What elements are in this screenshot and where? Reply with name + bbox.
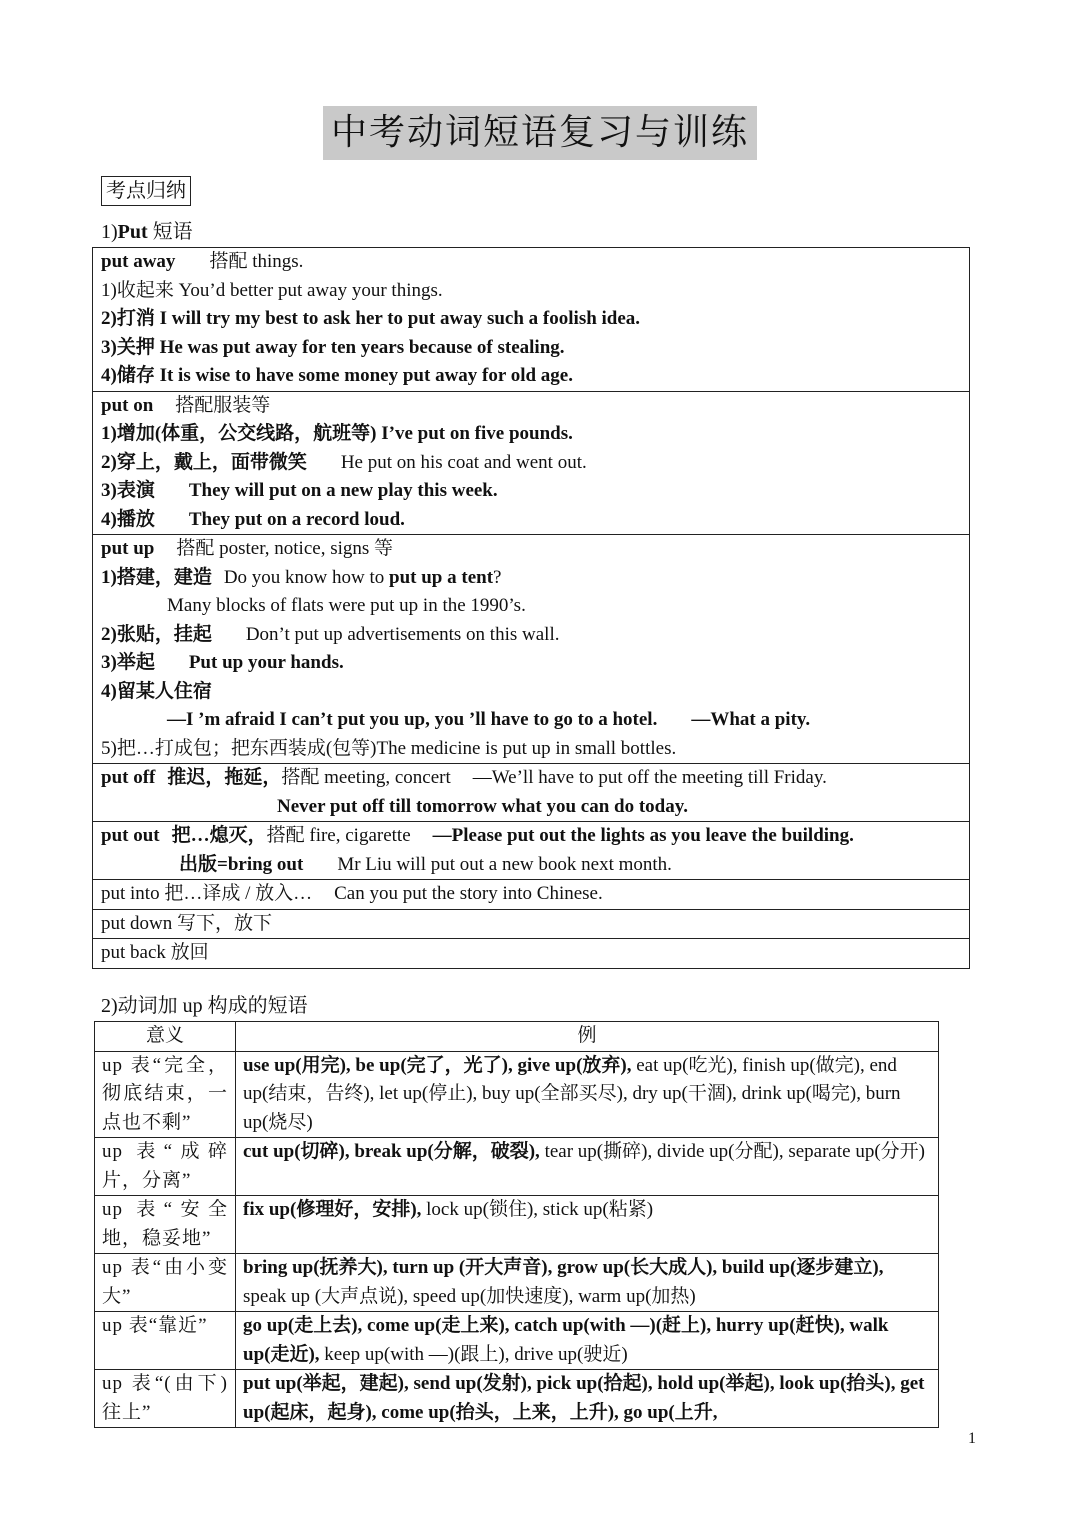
put-away-header bbox=[101, 248, 961, 277]
usage-label: 2)张贴，挂起 bbox=[101, 623, 212, 645]
usage-example: —We’ll have to put off the meeting till Friday. bbox=[472, 767, 827, 788]
meaning-cell: up 表“(由下)往上” bbox=[95, 1370, 236, 1428]
table-row bbox=[95, 1196, 939, 1254]
dialog-b: —What a pity. bbox=[691, 709, 811, 730]
example-cell bbox=[236, 1370, 939, 1428]
page-title: 中考动词短语复习与训练 bbox=[323, 106, 757, 160]
title-wrap bbox=[0, 106, 1080, 160]
example-normal: keep up(with —)(跟上), drive up(驶近) bbox=[319, 1343, 628, 1365]
usage-example: Don’t put up advertisements on this wall. bbox=[245, 623, 560, 645]
phrase-head: put out bbox=[101, 825, 160, 846]
usage-line: 4)储存 It is wise to have some money put away for old age. bbox=[101, 365, 573, 386]
section1-heading-num: 1) bbox=[101, 221, 118, 243]
put-on-header bbox=[101, 392, 961, 421]
page-number: 1 bbox=[968, 1430, 976, 1447]
usage-label: 3)表演 bbox=[101, 480, 155, 501]
usage-line: 5)把…打成包；把东西装成(包等)The medicine is put up in small bottles. bbox=[101, 737, 677, 759]
usage-example-bold: put up a tent bbox=[389, 566, 494, 588]
usage-example: He put on his coat and went out. bbox=[340, 451, 587, 473]
dialog-a: —I ’m afraid I can’t put you up, you ’ll have to go to a hotel. bbox=[167, 709, 658, 730]
collocation-note: 搭配服装等 bbox=[175, 394, 271, 416]
meaning-cell: up 表“完全，彻底结束，一点也不剩” bbox=[95, 1051, 236, 1138]
example-bold: go up(走上去), come up(走上来), catch up(with —)(赶上), hurry up(赶快), walk up(走近), bbox=[243, 1315, 889, 1365]
put-out-header bbox=[101, 822, 961, 851]
usage-line: 4)留某人住宿 bbox=[101, 680, 212, 702]
usage-example: Put up your hands. bbox=[188, 652, 344, 673]
usage-line bbox=[101, 564, 961, 593]
usage-line: put down 写下，放下 bbox=[101, 912, 273, 934]
example-normal: speak up (大声点说), speed up(加快速度), warm up(加热) bbox=[243, 1285, 696, 1307]
example-normal: eat up(吃光), finish up(做完), end up(结束，告终), let up(停止), buy up(全部买尽), dry up(干涸), drink up(喝完), burn up(烧尽) bbox=[243, 1054, 901, 1133]
usage-label: 1)搭建，建造 bbox=[101, 566, 212, 588]
put-down-block bbox=[93, 909, 969, 939]
example-cell bbox=[236, 1254, 939, 1312]
usage-line bbox=[101, 477, 961, 506]
example-cell bbox=[236, 1051, 939, 1138]
usage-example: Mr Liu will put out a new book next month. bbox=[337, 853, 672, 875]
table-row bbox=[95, 1051, 939, 1138]
usage-line: 1)增加(体重，公交线路，航班等) I’ve put on five pounds. bbox=[101, 423, 573, 444]
section-tag: 考点归纳 bbox=[101, 176, 191, 206]
usage-example: They will put on a new play this week. bbox=[188, 480, 498, 501]
put-on-block bbox=[93, 391, 969, 535]
table-row bbox=[95, 1138, 939, 1196]
phrase-head: put up bbox=[101, 538, 155, 559]
example-cell bbox=[236, 1196, 939, 1254]
usage-line bbox=[101, 649, 961, 678]
usage-label: 2)穿上，戴上，面带微笑 bbox=[101, 451, 307, 473]
put-phrases-table bbox=[92, 247, 970, 969]
collocation-note: 搭配 fire, cigarette bbox=[266, 825, 411, 846]
usage-line bbox=[101, 506, 961, 535]
phrase-head: put on bbox=[101, 394, 154, 416]
put-off-header bbox=[101, 764, 961, 793]
example-bold: use up(用完), be up(完了，光了), give up(放弃), bbox=[243, 1054, 632, 1076]
meaning-cell: up 表“成碎片，分离” bbox=[95, 1138, 236, 1196]
usage-line bbox=[101, 449, 961, 478]
example-normal: lock up(锁住), stick up(粘紧) bbox=[421, 1199, 654, 1220]
usage-line: Many blocks of flats were put up in the 1990’s. bbox=[167, 595, 526, 616]
put-into-block bbox=[93, 879, 969, 909]
put-up-header bbox=[101, 535, 961, 564]
put-out-block bbox=[93, 821, 969, 879]
meaning-cell: up 表“靠近” bbox=[95, 1312, 236, 1370]
table-row bbox=[95, 1312, 939, 1370]
example-bold: cut up(切碎), break up(分解，破裂), bbox=[243, 1141, 540, 1162]
example-bold: put up(举起，建起), send up(发射), pick up(拾起), hold up(举起), look up(抬头), get up(起床，起身), come up(抬头，上来，上升), go up(上升, bbox=[243, 1373, 925, 1423]
col-example: 例 bbox=[236, 1022, 939, 1052]
example-bold: fix up(修理好，安排), bbox=[243, 1199, 422, 1220]
usage-label: 出版=bring out bbox=[179, 853, 304, 875]
usage-example: —Please put out the lights as you leave the building. bbox=[432, 825, 854, 846]
meaning-cell: up 表“安全地，稳妥地” bbox=[95, 1196, 236, 1254]
collocation-note: 搭配 things. bbox=[209, 251, 304, 272]
usage-label: 3)举起 bbox=[101, 652, 155, 673]
section1-heading-bold: Put bbox=[117, 221, 148, 243]
up-phrases-table bbox=[94, 1021, 939, 1428]
example-normal: tear up(撕碎), divide up(分配), separate up(分开) bbox=[539, 1141, 925, 1162]
col-meaning: 意义 bbox=[95, 1022, 236, 1052]
usage-line: put back 放回 bbox=[101, 942, 209, 963]
example-bold: bring up(抚养大), turn up (开大声音), grow up(长大成人), build up(逐步建立), bbox=[243, 1257, 884, 1278]
usage-example-tail: ? bbox=[493, 566, 502, 588]
usage-label: 4)播放 bbox=[101, 508, 155, 530]
collocation-note: 搭配 meeting, concert bbox=[281, 767, 451, 788]
usage-line bbox=[101, 880, 961, 909]
usage-label: 把…熄灭， bbox=[171, 825, 267, 846]
meaning-cell: up 表“由小变大” bbox=[95, 1254, 236, 1312]
table-header-row bbox=[95, 1022, 939, 1052]
put-back-block bbox=[93, 938, 969, 968]
usage-line bbox=[101, 706, 961, 735]
put-up-block bbox=[93, 534, 969, 763]
usage-line: 1)收起来 You’d better put away your things. bbox=[101, 279, 443, 301]
phrase-head: put away bbox=[101, 251, 176, 272]
usage-line bbox=[101, 621, 961, 650]
usage-line: Never put off till tomorrow what you can do today. bbox=[277, 795, 688, 817]
example-cell bbox=[236, 1312, 939, 1370]
collocation-note: 搭配 poster, notice, signs 等 bbox=[176, 538, 394, 559]
usage-line bbox=[101, 851, 961, 880]
usage-example: Do you know how to bbox=[223, 566, 390, 588]
section1-heading bbox=[101, 218, 193, 246]
usage-label: 推迟，拖延， bbox=[167, 767, 282, 788]
example-cell bbox=[236, 1138, 939, 1196]
section1-heading-rest: 短语 bbox=[147, 221, 193, 243]
put-off-block bbox=[93, 763, 969, 821]
usage-line: 3)关押 He was put away for ten years because of stealing. bbox=[101, 336, 565, 358]
usage-example: They put on a record loud. bbox=[188, 508, 405, 530]
table-row bbox=[95, 1254, 939, 1312]
usage-example: Can you put the story into Chinese. bbox=[334, 883, 603, 904]
section2-heading: 2)动词加 up 构成的短语 bbox=[101, 995, 308, 1017]
usage-line: 2)打消 I will try my best to ask her to put away such a foolish idea. bbox=[101, 308, 641, 329]
put-away-block bbox=[93, 248, 969, 391]
table-row bbox=[95, 1370, 939, 1428]
phrase-text: put into 把…译成 / 放入… bbox=[101, 883, 313, 904]
phrase-head: put off bbox=[101, 767, 156, 788]
